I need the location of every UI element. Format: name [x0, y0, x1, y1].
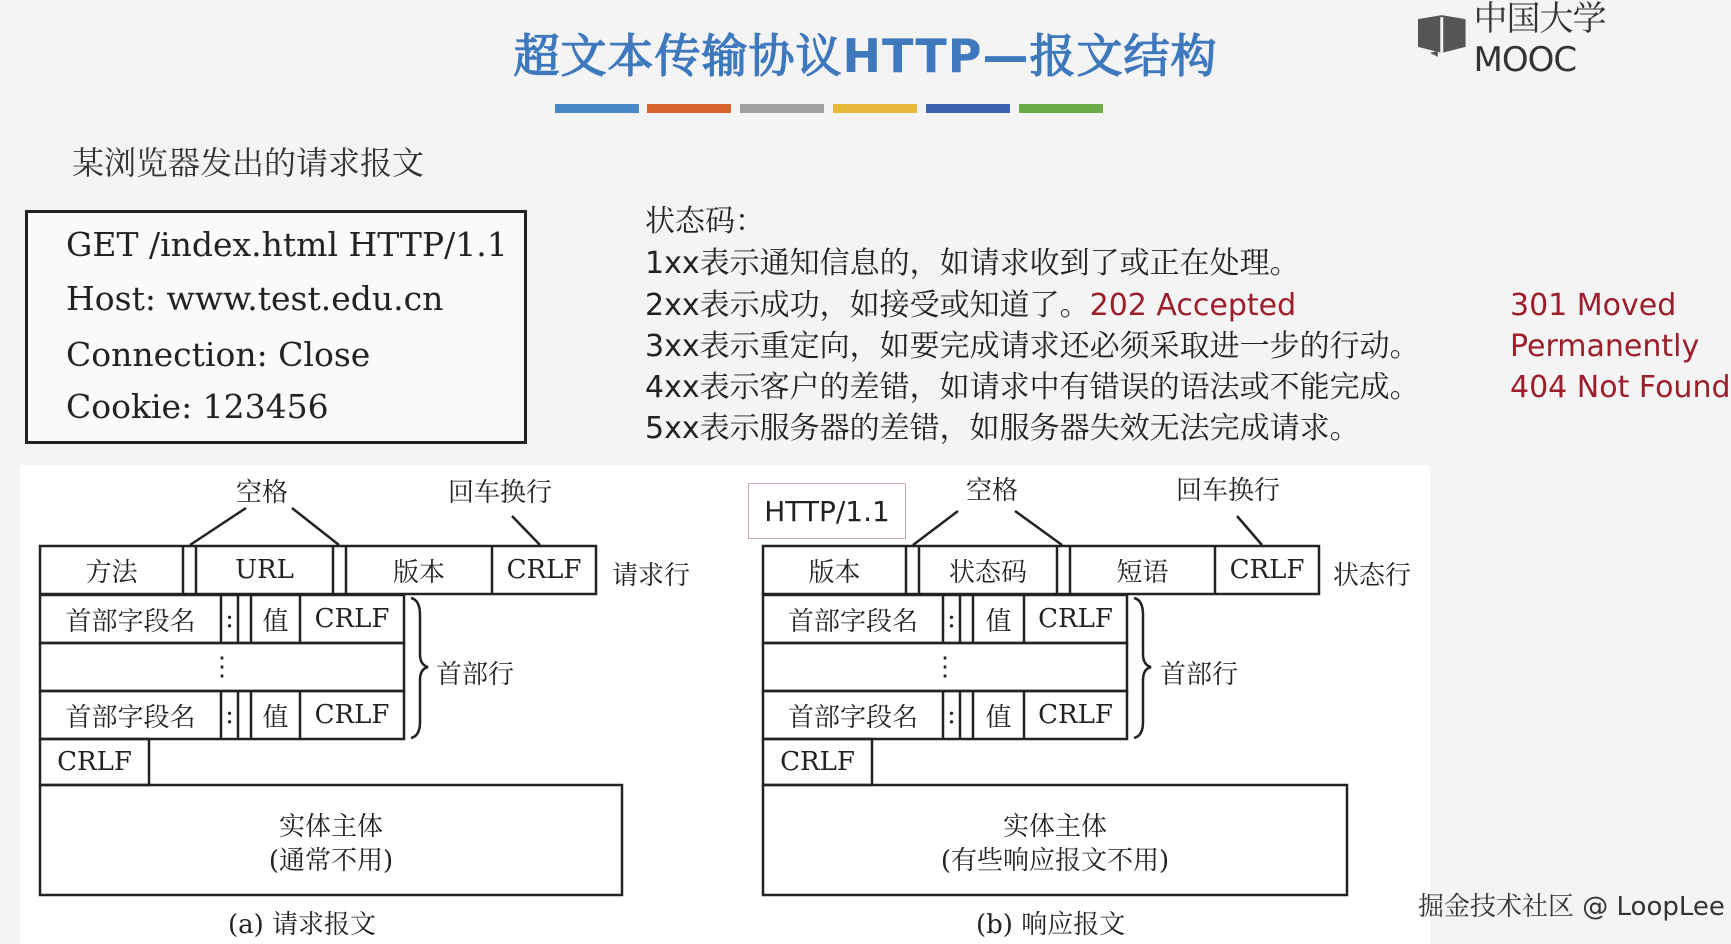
resp-header-name-1: 首部字段名	[787, 606, 918, 637]
resp-header-colon-1: :	[947, 604, 956, 634]
status-line-label: 状态行	[1333, 561, 1412, 591]
req-crlf-cell: CRLF	[506, 555, 582, 585]
resp-body-title: 实体主体	[1002, 811, 1107, 842]
watermark: 掘金技术社区 @ LoopLee	[1418, 892, 1725, 922]
request-line-4: Cookie: 123456	[66, 387, 329, 426]
resp-header-colon-2: :	[947, 700, 956, 730]
response-diagram-caption: (b) 响应报文	[976, 910, 1126, 940]
status-404-annotation: 404 Not Found	[1510, 370, 1731, 405]
resp-crlf-label: 回车换行	[1176, 476, 1281, 506]
req-header-label: 首部行	[436, 660, 515, 690]
req-url-cell: URL	[235, 555, 294, 585]
req-body-title: 实体主体	[278, 811, 383, 842]
req-header-value-1: 值	[262, 606, 289, 637]
req-header-value-2: 值	[262, 702, 289, 733]
status-301-annotation-1: 301 Moved	[1510, 288, 1677, 323]
status-301-annotation-2: Permanently	[1510, 329, 1700, 364]
request-line-2: Host: www.test.edu.cn	[66, 279, 444, 318]
status-heading: 状态码：	[645, 204, 765, 239]
req-header-crlf-1: CRLF	[314, 604, 390, 634]
resp-crlf-cell: CRLF	[1229, 555, 1305, 585]
resp-phrase-cell: 短语	[1116, 557, 1169, 588]
resp-header-crlf-1: CRLF	[1038, 604, 1113, 634]
resp-header-crlf-2: CRLF	[1038, 700, 1113, 730]
resp-version-cell: 版本	[808, 557, 861, 588]
req-header-colon-1: :	[225, 604, 234, 634]
status-1xx: 1xx表示通知信息的，如请求收到了或正在处理。	[645, 246, 1300, 281]
request-diagram-caption: (a) 请求报文	[228, 910, 377, 940]
req-header-crlf-2: CRLF	[314, 700, 390, 730]
req-version-cell: 版本	[392, 557, 445, 588]
req-header-name-2: 首部字段名	[65, 702, 196, 733]
logo-text: 中国大学MOOC	[1473, 0, 1606, 80]
response-version-box: HTTP/1.1	[748, 483, 906, 539]
resp-status-code-cell: 状态码	[948, 557, 1027, 588]
resp-header-value-2: 值	[985, 702, 1012, 733]
resp-header-label: 首部行	[1160, 660, 1239, 690]
req-header-dots: ⋮	[209, 652, 235, 682]
resp-header-value-1: 值	[985, 606, 1012, 637]
status-202-annotation: 202 Accepted	[1089, 288, 1297, 323]
req-header-colon-2: :	[225, 700, 234, 730]
req-body-note: (通常不用)	[268, 845, 394, 876]
req-crlf-label: 回车换行	[448, 478, 553, 508]
status-3xx: 3xx表示重定向，如要完成请求还必须采取进一步的行动。	[645, 329, 1420, 364]
req-space-label: 空格	[236, 478, 289, 508]
request-line-3: Connection: Close	[66, 335, 371, 374]
req-header-name-1: 首部字段名	[65, 606, 196, 637]
slide-title: 超文本传输协议HTTP—报文结构	[513, 29, 1218, 83]
req-method-cell: 方法	[85, 557, 138, 588]
request-example-caption: 某浏览器发出的请求报文	[72, 144, 425, 182]
resp-space-label: 空格	[966, 476, 1019, 506]
request-line-1: GET /index.html HTTP/1.1	[66, 225, 508, 264]
request-line-label: 请求行	[612, 561, 691, 591]
status-2xx-text: 2xx表示成功，如接受或知道了。	[645, 288, 1090, 323]
resp-blank-crlf: CRLF	[780, 747, 855, 777]
status-4xx: 4xx表示客户的差错，如请求中有错误的语法或不能完成。	[645, 370, 1420, 405]
req-blank-crlf: CRLF	[57, 747, 132, 777]
resp-header-dots: ⋮	[932, 652, 958, 682]
resp-header-name-2: 首部字段名	[787, 702, 918, 733]
resp-body-note: (有些响应报文不用)	[940, 845, 1170, 876]
status-5xx: 5xx表示服务器的差错，如服务器失效无法完成请求。	[645, 411, 1360, 446]
